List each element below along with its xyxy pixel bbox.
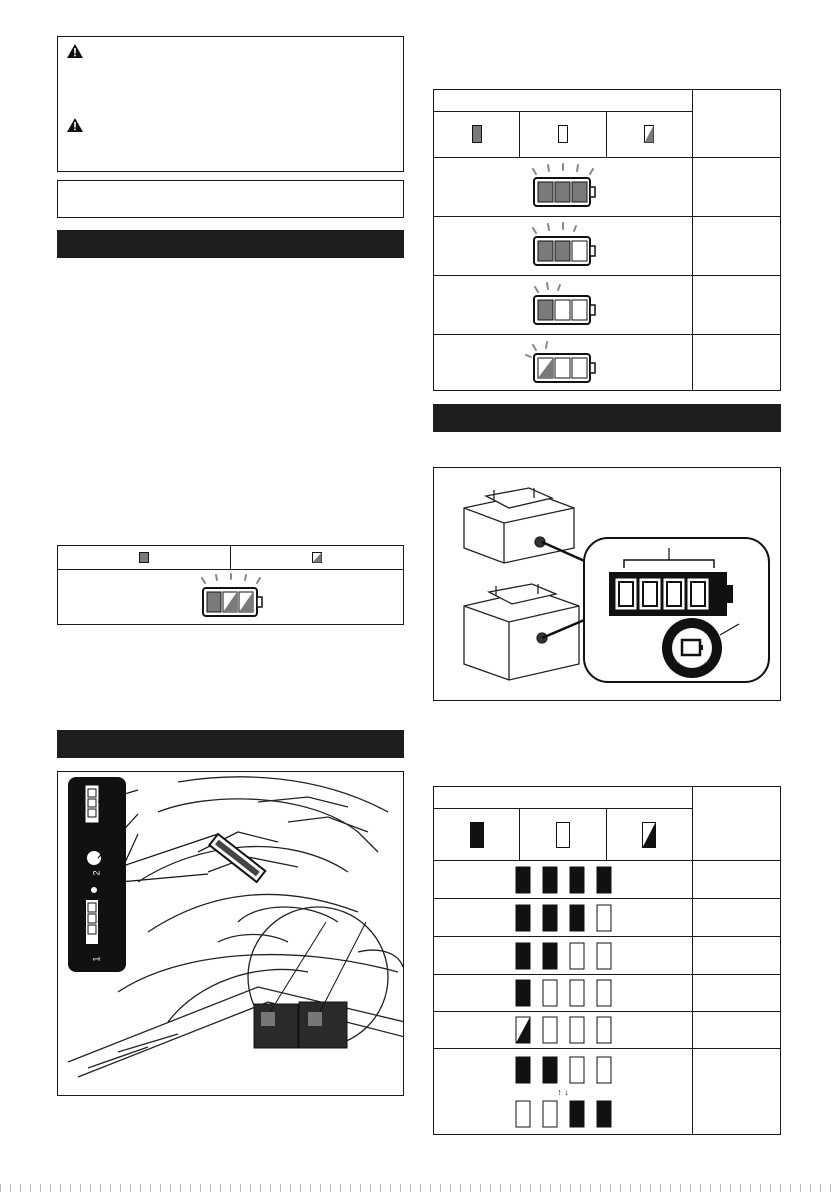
lamp-on bbox=[516, 867, 530, 893]
lamp-on bbox=[516, 980, 530, 1006]
lamp-on bbox=[543, 905, 557, 931]
lamp-on bbox=[516, 1057, 530, 1083]
section-heading-bar bbox=[57, 230, 404, 258]
lamp-on bbox=[570, 905, 584, 931]
lamp-on bbox=[570, 867, 584, 893]
capacity-cell bbox=[693, 899, 781, 937]
section-heading-bar bbox=[433, 404, 781, 432]
remaining-capacity-header bbox=[693, 90, 781, 158]
lamp-on bbox=[597, 867, 611, 893]
lamp-off bbox=[597, 943, 611, 969]
legend-lamp-on bbox=[434, 809, 520, 861]
lamp-off bbox=[543, 980, 557, 1006]
lamp-pattern bbox=[515, 1016, 612, 1044]
lamp-on bbox=[570, 1101, 584, 1127]
lamp-off bbox=[570, 943, 584, 969]
capacity-cell bbox=[693, 937, 781, 975]
lamp-blinking-icon bbox=[644, 125, 654, 143]
legend-lamp-blinking bbox=[606, 809, 692, 861]
warning-box bbox=[57, 36, 404, 172]
warning-triangle-icon bbox=[66, 43, 84, 59]
legend-lamp-off bbox=[520, 112, 606, 158]
legend-lamp-off bbox=[520, 809, 606, 861]
lamp-on bbox=[516, 905, 530, 931]
two-lamps-on-icon bbox=[520, 222, 606, 270]
remaining-capacity-table bbox=[433, 786, 781, 1135]
lamp-blinking-icon bbox=[312, 552, 322, 563]
three-lamps-on-icon bbox=[520, 163, 606, 211]
lamp-pattern bbox=[515, 942, 612, 970]
lamp-on bbox=[543, 943, 557, 969]
indicator-row bbox=[434, 899, 693, 937]
lamp-off bbox=[597, 1017, 611, 1043]
indicator-row bbox=[434, 975, 693, 1012]
battery-gauge-blinking-icon bbox=[191, 573, 271, 621]
lamp-on-grey-icon bbox=[139, 552, 149, 563]
legend-lamp-blinking bbox=[606, 112, 692, 158]
lamp-pattern bbox=[515, 979, 612, 1007]
lamp-off bbox=[597, 1057, 611, 1083]
legend-lamp-on bbox=[434, 112, 520, 158]
panel-label: 1 bbox=[91, 956, 102, 962]
capacity-cell bbox=[693, 335, 781, 391]
lamps-header bbox=[434, 90, 693, 112]
section-heading-bar bbox=[57, 730, 404, 758]
note-box bbox=[57, 180, 404, 218]
capacity-cell bbox=[693, 1012, 781, 1049]
indicator-row bbox=[434, 158, 693, 217]
indicator-row bbox=[434, 335, 693, 391]
lamp-pattern bbox=[515, 866, 612, 894]
lamps-header bbox=[434, 787, 693, 809]
lamp-pattern bbox=[515, 1056, 612, 1084]
warning-triangle-icon bbox=[66, 117, 84, 133]
lamp-off bbox=[516, 1101, 530, 1127]
lamp-off bbox=[570, 1017, 584, 1043]
one-lamp-blinking-icon bbox=[520, 339, 606, 387]
lamp-off bbox=[597, 980, 611, 1006]
lamp-on-icon bbox=[472, 125, 482, 143]
footer-rule bbox=[0, 1184, 840, 1192]
indicator-row bbox=[434, 1049, 693, 1135]
lamp-off bbox=[543, 1017, 557, 1043]
indicator-row bbox=[434, 217, 693, 276]
lamp-on bbox=[516, 943, 530, 969]
lamp-off-icon bbox=[556, 822, 570, 848]
lamp-on-icon bbox=[470, 822, 484, 848]
battery-remaining-capacity-table bbox=[57, 545, 404, 625]
panel-label: 2 bbox=[91, 870, 102, 876]
lamp-off bbox=[570, 980, 584, 1006]
capacity-cell bbox=[693, 276, 781, 335]
lamp-off bbox=[543, 1101, 557, 1127]
indicator-row bbox=[434, 1012, 693, 1049]
legend-lamp-on bbox=[58, 546, 231, 570]
remaining-capacity-header bbox=[693, 787, 781, 861]
battery-indicator-table bbox=[433, 89, 781, 391]
alternate-arrows: ↑ ↓ bbox=[557, 1086, 569, 1097]
lamp-blinking-icon bbox=[642, 822, 656, 848]
indicator-row bbox=[434, 861, 693, 899]
indicator-cell bbox=[58, 570, 404, 625]
indicator-row bbox=[434, 937, 693, 975]
lamp-pattern bbox=[515, 904, 612, 932]
lamp-on bbox=[597, 1101, 611, 1127]
lamp-off bbox=[597, 905, 611, 931]
capacity-cell bbox=[693, 217, 781, 276]
tool-indicator-figure bbox=[57, 771, 404, 1096]
capacity-cell bbox=[693, 1049, 781, 1135]
capacity-cell bbox=[693, 975, 781, 1012]
lamp-on bbox=[543, 867, 557, 893]
lamp-off-icon bbox=[558, 125, 568, 143]
one-lamp-on-icon bbox=[520, 281, 606, 329]
indicator-row bbox=[434, 276, 693, 335]
capacity-cell bbox=[693, 861, 781, 899]
lamp-on bbox=[543, 1057, 557, 1083]
legend-lamp-blinking bbox=[231, 546, 404, 570]
capacity-cell bbox=[693, 158, 781, 217]
lamp-pattern-alternate bbox=[515, 1100, 612, 1128]
battery-indicator-figure bbox=[433, 467, 781, 701]
lamp-off bbox=[570, 1057, 584, 1083]
